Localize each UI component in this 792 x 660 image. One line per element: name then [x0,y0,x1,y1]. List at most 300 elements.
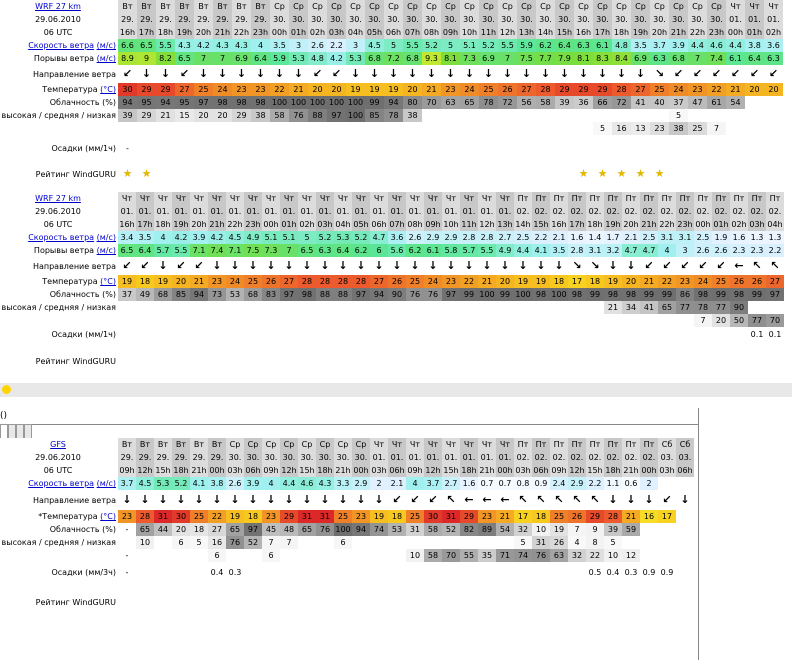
wind-dir-cell [308,65,327,83]
cloud-low-cell [764,122,783,135]
hour-cell: 21h [623,466,639,475]
cloud-mid-cell: 77 [676,301,694,314]
hour-cell: 06h [389,466,405,475]
precip-cell [586,327,604,341]
rating-cell [213,161,232,187]
cloud-mid-cell [422,109,441,122]
wind-dir-cell [441,65,460,83]
precip-cell: - [118,135,137,161]
rating-cell [118,582,136,622]
cloud-high-cell: 97 [280,288,298,301]
wind-arrow-icon: ↙ [662,493,672,506]
wind-dir-cell [593,65,612,83]
gust-cell: 8.2 [156,52,175,65]
hour-cell: 00h [641,466,657,475]
wind-arrow-icon: ↓ [122,493,132,506]
cloud-low-cell [424,314,442,327]
wind-arrow-icon: ↓ [236,67,247,80]
wind-arrow-icon: ↙ [692,67,703,80]
rating-cell [384,161,403,187]
precip-cell [676,327,694,341]
cloud-mid-cell: 16 [208,536,226,549]
gust-unit-link[interactable]: (м/с) [96,246,116,255]
cloud-mid-cell: 65 [658,301,676,314]
cloud-mid-cell [622,536,640,549]
cloud-mid-cell [658,536,676,549]
temperature-cell: 25 [479,83,498,96]
precip-cell [730,327,748,341]
wind-dir-cell [496,257,514,275]
date-cell: 30. [460,13,479,26]
precip-cell [154,562,172,582]
cloud-high-cell: - [118,523,136,536]
wind-speed-cell: 3.1 [658,231,676,244]
date-cell: 30. [226,451,244,464]
day-row [0,438,694,451]
cloud-low-cell [154,314,172,327]
date-cell: 01. [334,205,352,218]
cloud-low-cell: 5 [593,122,612,135]
wind-arrow-icon: ↙ [680,259,690,272]
cloud-low-cell: 77 [748,314,766,327]
wind-speed-cell: 3.3 [334,477,352,490]
wind-speed-link[interactable]: Скорость ветра [28,233,95,242]
wind-arrow-icon: ↓ [140,493,150,506]
cloud-mid-label: высокая / средняя / низкая [1,538,116,547]
rating-cell [496,341,514,381]
wind-speed-cell: 3.5 [631,39,650,52]
model-link[interactable]: GFS [50,440,66,449]
wind-arrow-icon: ↓ [338,493,348,506]
temperature-cell: 24 [226,275,244,288]
wind-arrow-icon: ↓ [500,259,510,272]
gust-cell: 5.5 [478,244,496,257]
rating-row [0,161,783,187]
wind-speed-cell: 6.2 [536,39,555,52]
cloud-mid-cell: 15 [175,109,194,122]
cloud-mid-cell [568,301,586,314]
temperature-cell: 31 [316,510,334,523]
hour-cell: 03h [515,466,531,475]
day-label[interactable] [0,0,118,13]
gust-cell: 7.4 [707,52,726,65]
rating-label: Рейтинг WindGURU [0,341,118,381]
wind-speed-unit-link[interactable]: (м/с) [96,233,116,242]
precip-cell: 0.3 [622,562,640,582]
wind-speed-cell: 5.5 [498,39,517,52]
cloud-mid-cell [406,536,424,549]
wind-arrow-icon: ↓ [266,259,276,272]
precip-cell [536,135,555,161]
temperature-cell: 20 [403,83,422,96]
precip-cell [550,562,568,582]
hour-cell: 03h [659,466,675,475]
hour-cell: 20h [623,220,639,229]
wind-arrow-icon: ↓ [158,259,168,272]
wind-speed-cell: 4.7 [370,231,388,244]
hour-cell: 03h [328,28,345,37]
model-link[interactable]: WRF 27 km [35,194,81,203]
cloud-high-cell: 40 [650,96,669,109]
tab-wind-reports[interactable] [24,424,32,438]
date-cell: 02. [514,205,532,218]
rating-label: Рейтинг WindGURU [0,161,118,187]
hour-cell: 12h [137,466,153,475]
cloud-mid-label: высокая / средняя / низкая [1,303,116,312]
wind-speed-cell: 2.5 [640,231,658,244]
hour-cell: 00h [353,466,369,475]
wind-speed-cell: 1.9 [712,231,730,244]
cloud-high-cell: 100 [479,290,495,299]
hour-row [0,464,694,477]
rating-cell [388,582,406,622]
wind-dir-cell [226,257,244,275]
sun-icon [2,385,11,394]
rating-cell [154,341,172,381]
wind-arrow-icon: ↙ [410,493,420,506]
cloud-low-cell [388,549,406,562]
hour-cell: 21h [670,28,687,37]
wind-speed-cell: 2.9 [568,477,586,490]
date-label: 29.06.2010 [0,205,118,218]
cloud-mid-cell [496,536,514,549]
wind-speed-unit-link[interactable]: (м/с) [96,479,116,488]
wind-arrow-icon: ↙ [428,493,438,506]
temperature-cell: 24 [424,275,442,288]
hour-cell: 09h [119,466,135,475]
day-cell: Ср [707,0,726,13]
rating-cell [622,582,640,622]
day-cell: Ср [517,0,536,13]
wind-dir-label: Направление ветра [0,65,118,83]
day-cell: Пт [730,192,748,205]
precip-cell [334,327,352,341]
day-label[interactable] [0,192,118,205]
hour-cell: 21h [641,220,657,229]
date-cell: 30. [422,13,441,26]
temp-unit-link[interactable]: (°C) [100,277,116,286]
wind-speed-cell: 5 [384,39,403,52]
temperature-cell: 27 [766,275,784,288]
cloud-high-cell: 72 [498,96,517,109]
temperature-cell: 23 [352,510,370,523]
hour-cell: 18h [317,466,333,475]
gust-unit-link[interactable]: (м/с) [96,54,116,63]
temperature-cell: 23 [208,275,226,288]
wind-speed-cell: 5.5 [403,39,422,52]
rating-cell [442,582,460,622]
wind-dir-cell [460,257,478,275]
precip-cell [650,135,669,161]
wind-dir-cell [251,65,270,83]
cloud-mid-cell [550,301,568,314]
precip-cell [280,327,298,341]
cloud-low-cell [586,314,604,327]
hour-cell: 13h [497,220,513,229]
wrf-block-1 [0,0,783,187]
precip-cell [688,135,707,161]
day-cell: Чт [316,192,334,205]
wind-speed-cell: 4 [154,231,172,244]
wind-dir-cell [745,65,764,83]
tab-forecast[interactable] [0,424,8,438]
cloud-low-cell [298,549,316,562]
temperature-cell: 19 [532,275,550,288]
date-cell: 02. [658,205,676,218]
rating-cell [478,582,496,622]
wind-dir-cell [316,257,334,275]
date-cell: 01. [726,13,745,26]
precip-cell [388,562,406,582]
model-link[interactable]: WRF 27 km [35,2,81,11]
cloud-low-cell: 55 [460,549,478,562]
wind-dir-cell [568,490,586,510]
wind-arrow-icon: ↓ [374,259,384,272]
cloud-low-cell: 35 [478,549,496,562]
wind-dir-cell [631,65,650,83]
cloud-low-cell: 13 [631,122,650,135]
hour-cell: 18h [613,28,630,37]
cloud-mid-cell: 38 [403,109,422,122]
gust-cell: 5.7 [460,244,478,257]
cloud-low-cell [232,122,251,135]
cloud-low-cell [388,314,406,327]
wind-speed-cell: 3.9 [669,39,688,52]
wind-arrow-icon: ↖ [518,493,528,506]
precip-cell [460,562,478,582]
wind-dir-cell [136,257,154,275]
precip-cell [631,135,650,161]
date-cell: 02. [748,205,766,218]
temperature-cell: 28 [316,275,334,288]
precip-cell [406,562,424,582]
day-cell: Пт [604,192,622,205]
hour-cell: 06h [677,466,693,475]
wind-dir-cell [270,65,289,83]
wind-arrow-icon: ↓ [428,259,438,272]
precip-cell [298,562,316,582]
temperature-cell: 17 [658,510,676,523]
precip-label: Осадки (мм/1ч) [0,327,118,341]
cloud-high-cell: 99 [748,288,766,301]
hour-cell: 00h [271,28,288,37]
gust-cell: 7.5 [244,244,262,257]
wind-dir-cell [517,65,536,83]
rating-cell [118,161,137,187]
cloud-high-cell: 98 [604,288,622,301]
tab-map[interactable] [8,424,16,438]
cloud-low-cell: 32 [568,549,586,562]
wind-speed-cell: 2.4 [550,477,568,490]
day-cell: Сб [658,438,676,451]
cloud-mid-cell [498,109,517,122]
precip-cell [622,327,640,341]
gust-label: Порывы ветра (м/с) [0,244,118,257]
cloud-high-cell: 31 [406,523,424,536]
cloud-mid-cell: 20 [194,109,213,122]
precip-cell: 0.4 [604,562,622,582]
cloud-high-cell: 82 [460,523,478,536]
wind-dir-cell [640,257,658,275]
precip-cell [175,135,194,161]
date-cell: 01. [388,451,406,464]
date-cell: 02. [622,205,640,218]
day-label[interactable] [0,438,118,451]
temp-unit-link[interactable]: (°C) [100,512,116,521]
precip-cell [574,135,593,161]
precip-cell [593,135,612,161]
wind-dir-cell [604,257,622,275]
date-row [0,13,783,26]
temperature-cell: 21 [422,83,441,96]
hour-cell: 01h [746,28,763,37]
cloud-low-cell [262,314,280,327]
precip-cell: 0.5 [586,562,604,582]
day-cell: Пт [748,192,766,205]
rating-cell [226,341,244,381]
wind-speed-cell: 4.3 [316,477,334,490]
temperature-cell: 26 [568,510,586,523]
day-cell: Чт [136,192,154,205]
day-cell: Чт [478,438,496,451]
date-cell: 01. [118,205,136,218]
wind-speed-cell: 6.5 [137,39,156,52]
wind-speed-cell: 4.3 [232,39,251,52]
tab-webcams[interactable] [16,424,24,438]
rating-cell [514,341,532,381]
temperature-cell: 23 [118,510,136,523]
hour-cell: 08h [423,28,440,37]
hour-cell: 20h [195,28,212,37]
wind-dir-cell [622,490,640,510]
temp-unit-link[interactable]: (°C) [100,85,116,94]
rating-cell [460,582,478,622]
wind-speed-unit-link[interactable]: (м/с) [96,41,116,50]
day-cell: Ср [270,0,289,13]
date-cell: 02. [586,451,604,464]
rating-cell [574,161,593,187]
wind-arrow-icon: ↖ [752,259,762,272]
temperature-cell: 31 [442,510,460,523]
wind-speed-link[interactable]: Скорость ветра [28,41,95,50]
cloud-mid-cell: 97 [327,109,346,122]
precip-cell [424,562,442,582]
hour-cell: 22h [689,28,706,37]
hour-cell: 09h [551,466,567,475]
rating-cell [289,161,308,187]
date-cell: 02. [532,451,550,464]
hour-cell: 02h [309,28,326,37]
cloud-mid-cell: 10 [136,536,154,549]
hour-cell: 01h [713,220,729,229]
date-row [0,451,694,464]
hour-cell: 03h [317,220,333,229]
wind-dir-cell [334,490,352,510]
cloud-mid-cell [460,109,479,122]
day-cell: Пт [694,192,712,205]
wind-speed-cell: 4.3 [175,39,194,52]
gust-cell: 4.8 [308,52,327,65]
wind-arrow-icon: ↓ [410,259,420,272]
wind-dir-label: Направление ветра [0,490,118,510]
date-cell: 01. [442,451,460,464]
hour-cell: 16h [551,220,567,229]
cloud-mid-cell: 58 [270,109,289,122]
date-row [0,205,784,218]
wind-arrow-icon: ↓ [284,259,294,272]
precip-cell [370,562,388,582]
day-cell: Чт [388,438,406,451]
wind-speed-cell: 1.4 [586,231,604,244]
wind-dir-cell [622,257,640,275]
wind-dir-row [0,257,784,275]
rating-cell [604,341,622,381]
wind-arrow-icon: ↓ [578,67,589,80]
hour-cell: 21h [209,220,225,229]
precip-cell [478,327,496,341]
hour-cell: 18h [587,220,603,229]
cloud-mid-cell [460,301,478,314]
cloud-low-cell: 70 [442,549,460,562]
wind-arrow-icon: ↓ [176,493,186,506]
cloud-high-cell: 86 [676,288,694,301]
gust-cell: 4.9 [496,244,514,257]
date-cell: 30. [631,13,650,26]
wind-dir-cell [442,257,460,275]
rating-cell [650,161,669,187]
wind-speed-cell: 5.5 [156,39,175,52]
wind-speed-cell: 2.8 [460,231,478,244]
cloud-high-cell: 49 [136,288,154,301]
temperature-cell: 25 [712,275,730,288]
gust-cell: 7 [194,52,213,65]
rating-cell [298,582,316,622]
wind-speed-cell: 4.6 [707,39,726,52]
gust-cell: 7.9 [555,52,574,65]
cloud-mid-cell: 29 [232,109,251,122]
rating-cell [764,161,783,187]
wind-dir-cell [479,65,498,83]
cloud-high-cell: 100 [271,98,288,107]
date-cell: 01. [460,451,478,464]
temperature-cell: 29 [280,510,298,523]
cloud-mid-cell: 4 [568,536,586,549]
temperature-cell: 23 [251,83,270,96]
cloud-mid-cell [676,536,694,549]
wind-speed-cell: 0.9 [532,477,550,490]
cloud-low-cell [208,314,226,327]
wind-arrow-icon: ← [464,493,474,506]
cloud-low-cell: 70 [766,314,784,327]
cloud-low-cell: 10 [604,549,622,562]
hour-cell: 03h [749,220,765,229]
wind-speed-cell: 5.2 [479,39,498,52]
precip-cell [308,135,327,161]
cloud-low-cell: 6 [262,549,280,562]
cloud-low-cell: 6 [208,549,226,562]
temperature-cell: 23 [441,83,460,96]
cloud-low-cell: 76 [532,549,550,562]
wind-speed-cell: 3 [289,39,308,52]
day-cell: Чт [726,0,745,13]
rating-cell [370,341,388,381]
wind-speed-link[interactable]: Скорость ветра [28,479,95,488]
wind-dir-cell [478,257,496,275]
precip-cell: 0.9 [640,562,658,582]
day-cell: Вт [136,438,154,451]
cloud-mid-cell [517,109,536,122]
cloud-low-cell [251,122,270,135]
